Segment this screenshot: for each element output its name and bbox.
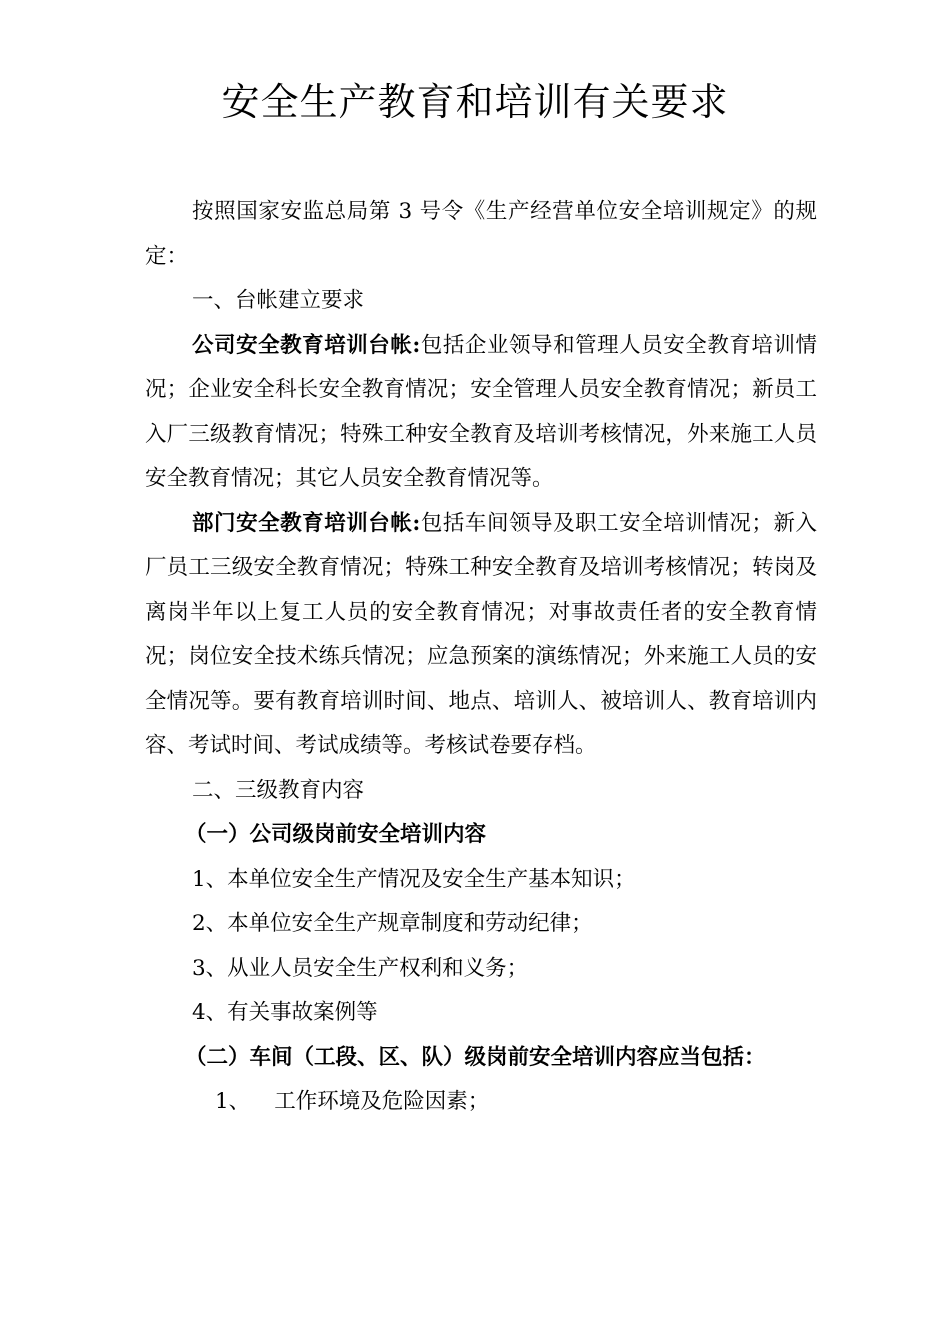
workshop-item-1-number: 1、 <box>215 1089 251 1114</box>
company-level-heading: （一）公司级岗前安全培训内容 <box>185 822 487 847</box>
company-level-item-1: 1、本单位安全生产情况及安全生产基本知识； <box>192 866 636 892</box>
workshop-level-heading: （二）车间（工段、区、队）级岗前安全培训内容应当包括： <box>185 1044 766 1070</box>
company-level-item-2: 2、本单位安全生产规章制度和劳动纪律； <box>192 911 593 936</box>
document-body <box>145 190 817 1125</box>
company-ledger-label: 公司安全教育培训台帐: <box>192 332 421 358</box>
company-ledger-paragraph <box>145 324 817 502</box>
dept-ledger-paragraph <box>145 502 817 769</box>
dept-ledger-text: 包括车间领导及职工安全培训情况；新入厂员工三级安全教育情况；特殊工种安全教育及培训考核情况；转岗及离岗半年以上复工人员的安全教育情况；对事故责任者的安全教育情况；岗位安全技术练兵情况；应急预案的演练情况；外来施工人员的安全情况等。要有教育培训时间、地点、培训人、被培训人、教育培训内容、考试时间、考试成绩等。考核试卷要存档。 <box>145 510 817 758</box>
page-title: 安全生产教育和培训有关要求 <box>221 80 729 124</box>
dept-ledger-label: 部门安全教育培训台帐: <box>192 510 421 536</box>
section2-heading: 二、三级教育内容 <box>192 777 365 803</box>
company-level-item-4: 4、有关事故案例等 <box>192 1000 378 1025</box>
company-ledger-text: 包括企业领导和管理人员安全教育培训情况；企业安全科长安全教育情况；安全管理人员安全教育情况；新员工入厂三级教育情况；特殊工种安全教育及培训考核情况，外来施工人员安全教育情况；其它人员安全教育情况等。 <box>145 332 817 491</box>
intro-paragraph: 按照国家安监总局第 3 号令《生产经营单位安全培训规定》的规定： <box>145 199 817 269</box>
company-level-item-3: 3、从业人员安全生产权利和义务； <box>192 955 529 981</box>
workshop-item-1-text: 工作环境及危险因素； <box>274 1089 490 1114</box>
workshop-level-item-1 <box>145 1080 817 1125</box>
section1-heading: 一、台帐建立要求 <box>192 288 365 313</box>
